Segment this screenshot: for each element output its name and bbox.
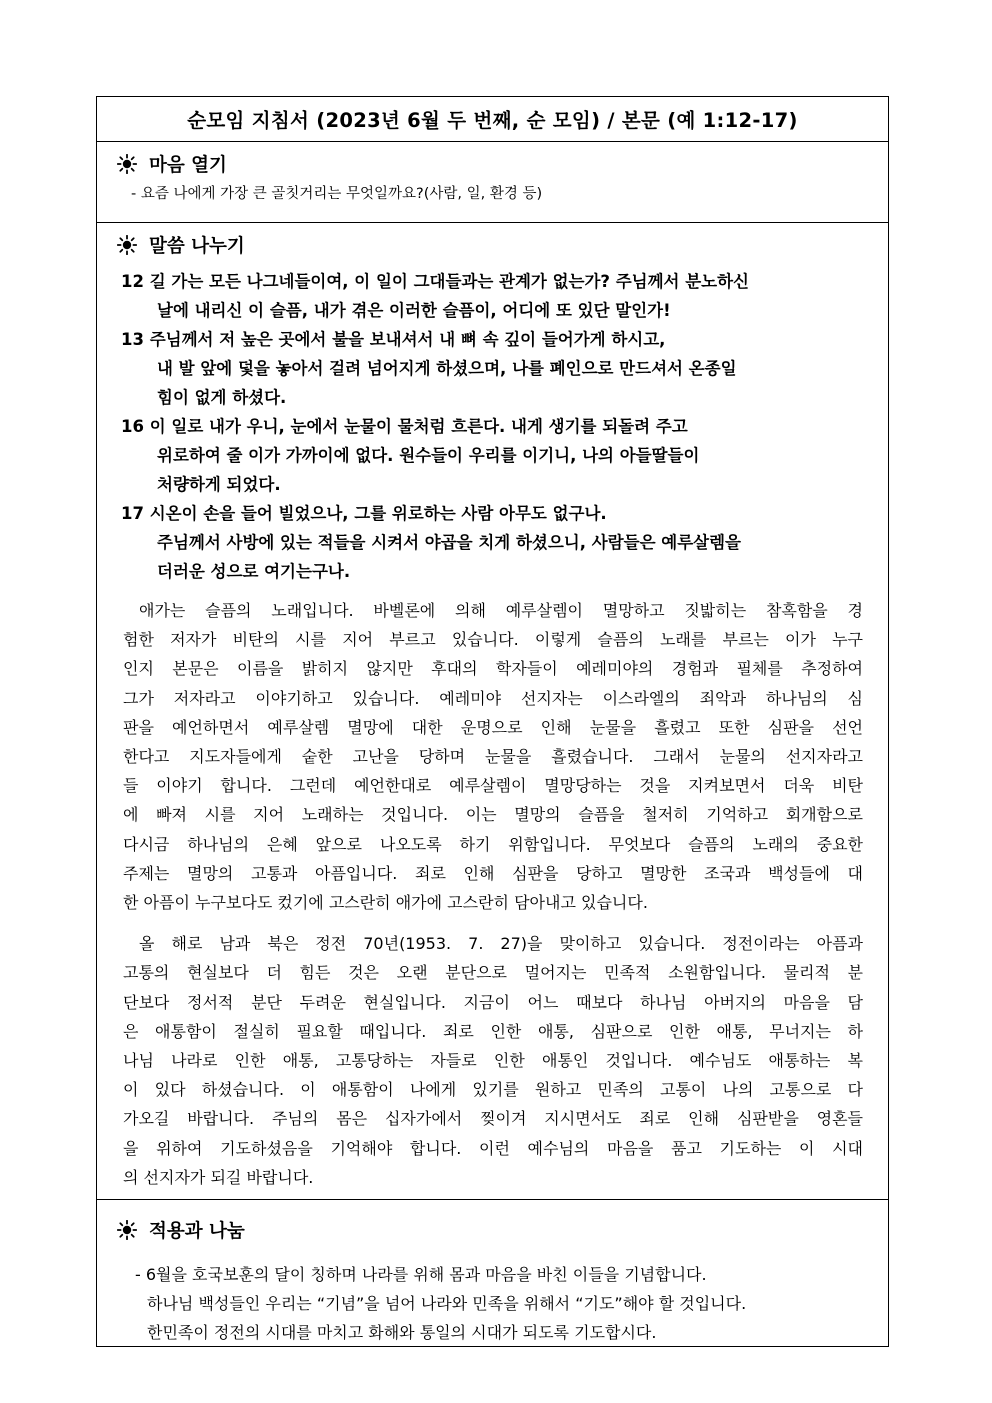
paragraph-line: 이 있다 하셨습니다. 이 애통함이 나에게 있기를 원하고 민족의 고통이 나의 고통으로 다: [123, 1080, 863, 1100]
paragraph-line: 올 해로 남과 북은 정전 70년(1953. 7. 27)을 맞이하고 있습니다. 정전이라는 아픔과: [139, 934, 863, 954]
verse-17: [97, 499, 866, 586]
paragraph-line: 판을 예언하면서 예루살렘 멸망에 대한 운명으로 인해 눈물을 흘렸고 또한 심판을 선언: [123, 717, 863, 737]
verse-line: 16 이 일로 내가 우니, 눈에서 눈물이 물처럼 흐른다. 내게 생기를 되돌려 주고: [121, 417, 688, 436]
paragraph-line: 은 애통함이 절실히 필요할 때입니다. 죄로 인한 애통, 심판으로 인한 애통, 무너지는 하: [123, 1021, 863, 1041]
apply-line: 하나님 백성들인 우리는 “기념”을 넘어 나라와 민족을 위해서 “기도”해야 할 것입니다.: [147, 1294, 747, 1314]
paragraph-line: 을 위하여 기도하셨음을 기억해야 합니다. 이런 예수님의 마음을 품고 기도하는 이 시대: [123, 1138, 863, 1158]
verse-12: [97, 267, 866, 325]
verse-line: 더러운 성으로 여기는구나.: [157, 562, 351, 581]
guide-sheet: [96, 96, 889, 1347]
paragraph-line: 한 아픔이 누구보다도 컸기에 고스란히 애가에 고스란히 담아내고 있습니다.: [123, 893, 648, 913]
paragraph-line: 나님 나라로 인한 애통, 고통당하는 자들로 인한 애통인 것입니다. 예수님도 애통하는 복: [123, 1051, 863, 1071]
verse-line: 내 발 앞에 덫을 놓아서 걸려 넘어지게 하셨으며, 나를 폐인으로 만드셔서 온종일: [157, 359, 737, 378]
verse-line: 12 길 가는 모든 나그네들이여, 이 일이 그대들과는 관계가 없는가? 주님께서 분노하신: [121, 272, 749, 291]
commentary-paragraph-1: [97, 596, 888, 917]
paragraph-line: 고통의 현실보다 더 힘든 것은 오랜 분단으로 멀어지는 민족적 소원함입니다. 물리적 분: [123, 963, 863, 983]
paragraph-line: 주제는 멸망의 고통과 아픔입니다. 죄로 인해 심판을 당하고 멸망한 조국과 백성들에 대: [123, 863, 863, 883]
paragraph-line: 그가 저자라고 이야기하고 있습니다. 예레미야 선지자는 이스라엘의 죄악과 하나님의 심: [123, 688, 863, 708]
opening-heading-label: 마음 열기: [149, 155, 227, 176]
verse-line: 13 주님께서 저 높은 곳에서 불을 보내셔서 내 뼈 속 깊이 들어가게 하시고,: [121, 330, 666, 349]
opening-question: - 요즘 나에게 가장 큰 골칫거리는 무엇일까요?(사람, 일, 환경 등): [131, 186, 543, 202]
paragraph-line: 가오길 바랍니다. 주님의 몸은 십자가에서 찢이겨 지시면서도 죄로 인해 심판받을 영혼들: [123, 1109, 863, 1129]
verse-16: [97, 412, 866, 499]
paragraph-line: 의 선지자가 되길 바랍니다.: [123, 1167, 314, 1187]
apply-line: - 6월을 호국보훈의 달이 칭하며 나라를 위해 몸과 마음을 바친 이들을 기념합니다.: [135, 1265, 707, 1285]
page-title: 순모임 지침서 (2023년 6월 두 번째, 순 모임) / 본문 (예 1:12-17): [187, 109, 798, 132]
paragraph-line: 험한 저자가 비탄의 시를 지어 부르고 있습니다. 이렇게 슬픔의 노래를 부르는 이가 누구: [123, 630, 863, 650]
word-heading: [97, 223, 888, 267]
paragraph-line: 들 이야기 합니다. 그런데 예언한대로 예루살렘이 멸망당하는 것을 지켜보면서 더욱 비탄: [123, 776, 863, 796]
apply-section: [97, 1200, 888, 1346]
verse-line: 처량하게 되었다.: [157, 475, 281, 494]
opening-heading: [97, 142, 888, 186]
apply-line: 한민족이 정전의 시대를 마치고 화해와 통일의 시대가 되도록 기도합시다.: [147, 1323, 657, 1343]
word-heading-label: 말씀 나누기: [149, 236, 245, 257]
apply-heading-label: 적용과 나눔: [149, 1221, 245, 1243]
paragraph-line: 에 빠져 시를 지어 노래하는 것입니다. 이는 멸망의 슬픔을 철저히 기억하고 회개함으로: [123, 805, 863, 825]
sun-icon: [117, 1220, 137, 1240]
commentary-paragraph-2: [97, 929, 888, 1192]
paragraph-line: 단보다 정서적 분단 두려운 현실입니다. 지금이 어느 때보다 하나님 아버지의 마음을 담: [123, 992, 863, 1012]
verse-13: [97, 325, 866, 412]
verse-line: 힘이 없게 하셨다.: [157, 388, 287, 407]
opening-section: [97, 142, 888, 223]
paragraph-line: 애가는 슬픔의 노래입니다. 바벨론에 의해 예루살렘이 멸망하고 짓밟히는 참혹함을 경: [139, 601, 863, 620]
paragraph-line: 다시금 하나님의 은혜 앞으로 나오도록 하기 위함입니다. 무엇보다 슬픔의 노래의 중요한: [123, 834, 863, 854]
word-section: [97, 223, 888, 1200]
verse-line: 날에 내리신 이 슬픔, 내가 겪은 이러한 슬픔이, 어디에 또 있단 말인가!: [157, 301, 671, 320]
sun-icon: [117, 154, 137, 174]
apply-heading: [97, 1200, 888, 1260]
title-row: [97, 97, 888, 142]
verse-line: 위로하여 줄 이가 가까이에 없다. 원수들이 우리를 이기니, 나의 아들딸들이: [157, 446, 700, 465]
sun-icon: [117, 235, 137, 255]
paragraph-line: 인지 본문은 이름을 밝히지 않지만 후대의 학자들이 예레미야의 경험과 필체를 추정하여: [123, 659, 863, 679]
paragraph-line: 한다고 지도자들에게 숱한 고난을 당하며 눈물을 흘렸습니다. 그래서 눈물의 선지자라고: [123, 747, 863, 767]
verse-line: 17 시온이 손을 들어 빌었으나, 그를 위로하는 사람 아무도 없구나.: [121, 504, 607, 523]
verse-line: 주님께서 사방에 있는 적들을 시켜서 야곱을 치게 하셨으니, 사람들은 예루살렘을: [157, 533, 741, 552]
